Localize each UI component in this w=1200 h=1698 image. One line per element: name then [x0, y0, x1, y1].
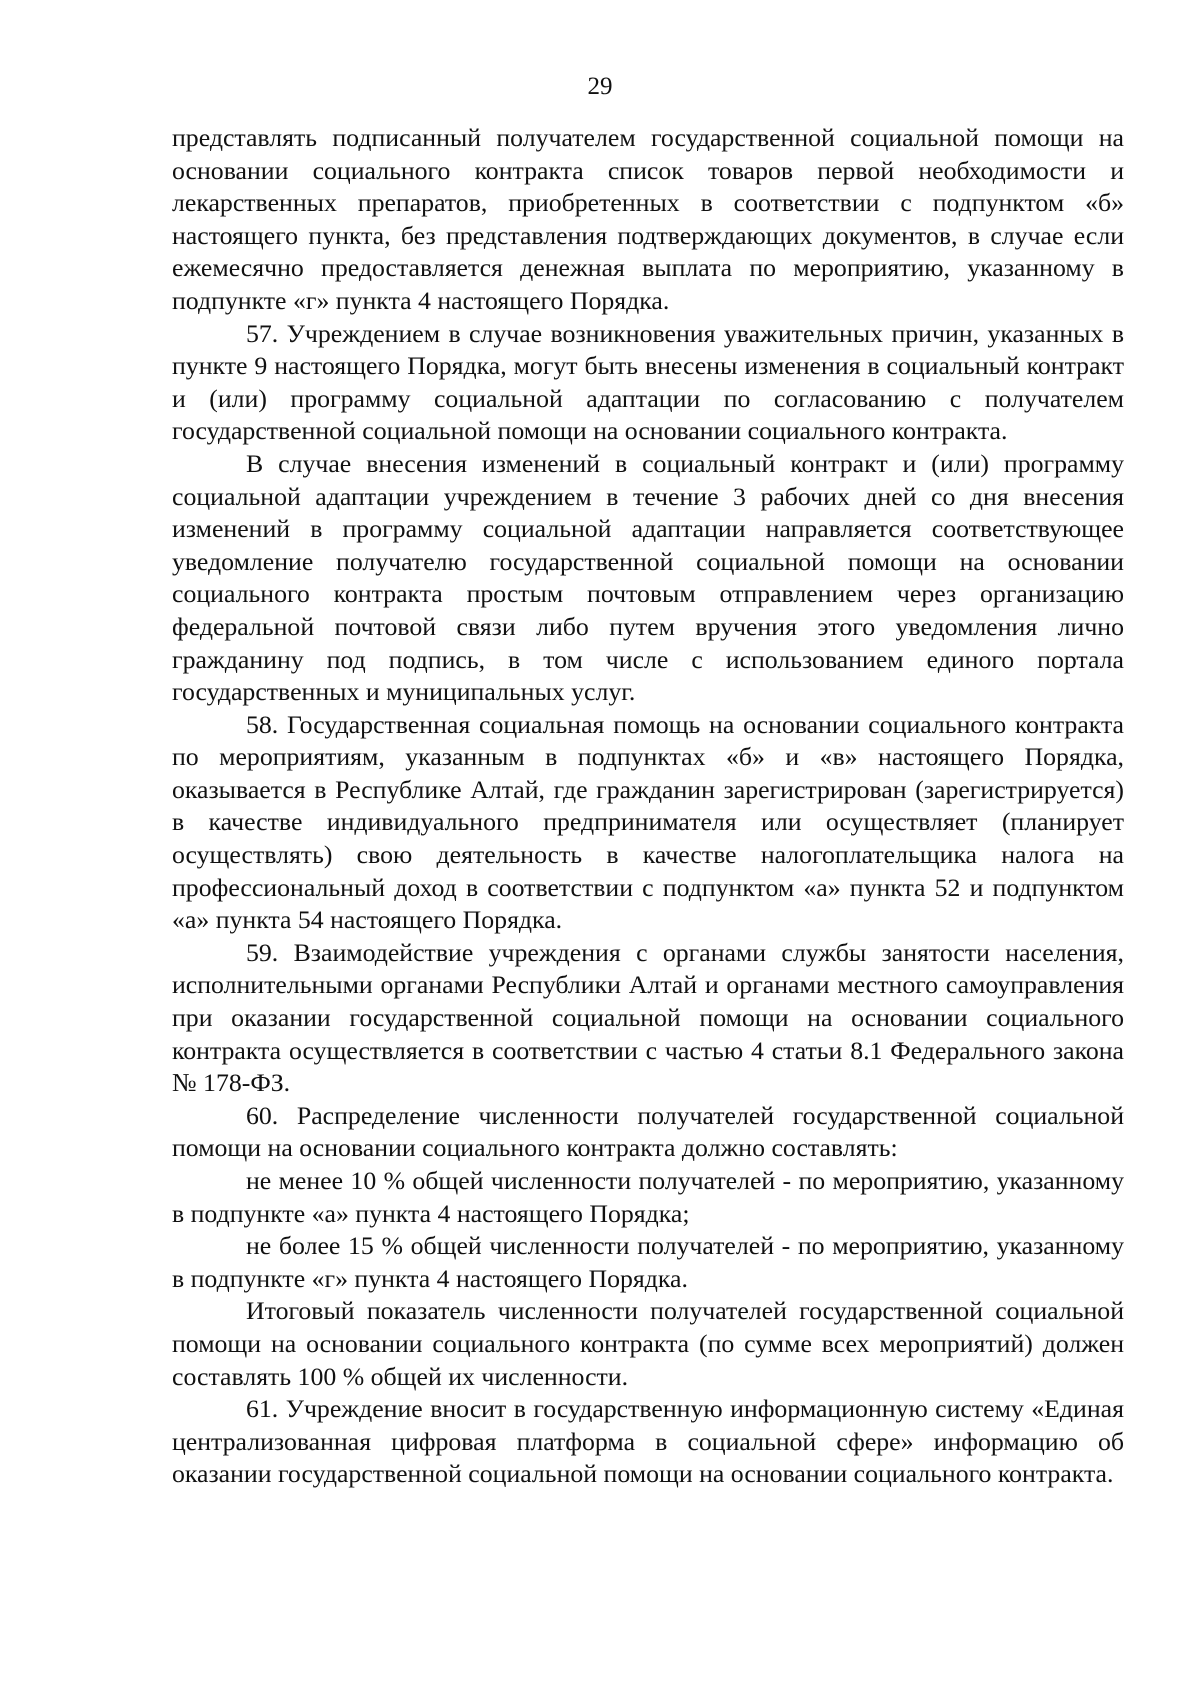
- paragraph-continuation: представлять подписанный получателем государственной социальной помощи на основании социального контракта список товаров первой необходимости и лекарственных препаратов, приобретенных в соответствии с подпунктом «б» настоящего пункта, без представления подтверждающих документов, в случае если ежемесячно предоставляется денежная выплата по мероприятию, указанному в подпункте «г» пункта 4 настоящего Порядка.: [172, 123, 1124, 315]
- paragraph-60-total: Итоговый показатель численности получателей государственной социальной помощи на основании социального контракта (по сумме всех мероприятий) должен составлять 100 % общей их численности.: [172, 1296, 1124, 1391]
- page-number: 29: [587, 73, 613, 100]
- paragraph-59: 59. Взаимодействие учреждения с органами службы занятости населения, исполнительными органами Республики Алтай и органами местного самоуправления при оказании государственной социальной помощи на основании социального контракта осуществляется в соответствии с частью 4 статьи 8.1 Федерального закона № 178-ФЗ.: [172, 937, 1124, 1098]
- paragraph-60: 60. Распределение численности получателей государственной социальной помощи на основании социального контракта должно составлять:: [172, 1100, 1124, 1163]
- document-body: [172, 122, 1124, 1491]
- paragraph-61: 61. Учреждение вносит в государственную информационную систему «Единая централизованная цифровая платформа в социальной сфере» информацию об оказании государственной социальной помощи на основании социального контракта.: [172, 1394, 1124, 1489]
- paragraph-58: 58. Государственная социальная помощь на основании социального контракта по мероприятиям, указанным в подпунктах «б» и «в» настоящего Порядка, оказывается в Республике Алтай, где гражданин зарегистрирован (зарегистрируется) в качестве индивидуального предпринимателя или осуществляет (планирует осуществлять) свою деятельность в качестве налогоплательщика налога на профессиональный доход в соответствии с подпунктом «а» пункта 52 и подпунктом «а» пункта 54 настоящего Порядка.: [172, 709, 1124, 935]
- paragraph-60-maximum: не более 15 % общей численности получателей - по мероприятию, указанному в подпункте «г» пункта 4 настоящего Порядка.: [172, 1231, 1124, 1293]
- paragraph-60-minimum: не менее 10 % общей численности получателей - по мероприятию, указанному в подпункте «а» пункта 4 настоящего Порядка;: [172, 1166, 1124, 1228]
- paragraph-57-amendment-notice: В случае внесения изменений в социальный контракт и (или) программу социальной адаптации учреждением в течение 3 рабочих дней со дня внесения изменений в программу социальной адаптации направляется соответствующее уведомление получателю государственной социальной помощи на основании социального контракта простым почтовым отправлением через организацию федеральной почтовой связи либо путем вручения этого уведомления лично гражданину под подпись, в том числе с использованием единого портала государственных и муниципальных услуг.: [172, 448, 1124, 707]
- paragraph-57: 57. Учреждением в случае возникновения уважительных причин, указанных в пункте 9 настоящего Порядка, могут быть внесены изменения в социальный контракт и (или) программу социальной адаптации по согласованию с получателем государственной социальной помощи на основании социального контракта.: [172, 318, 1124, 446]
